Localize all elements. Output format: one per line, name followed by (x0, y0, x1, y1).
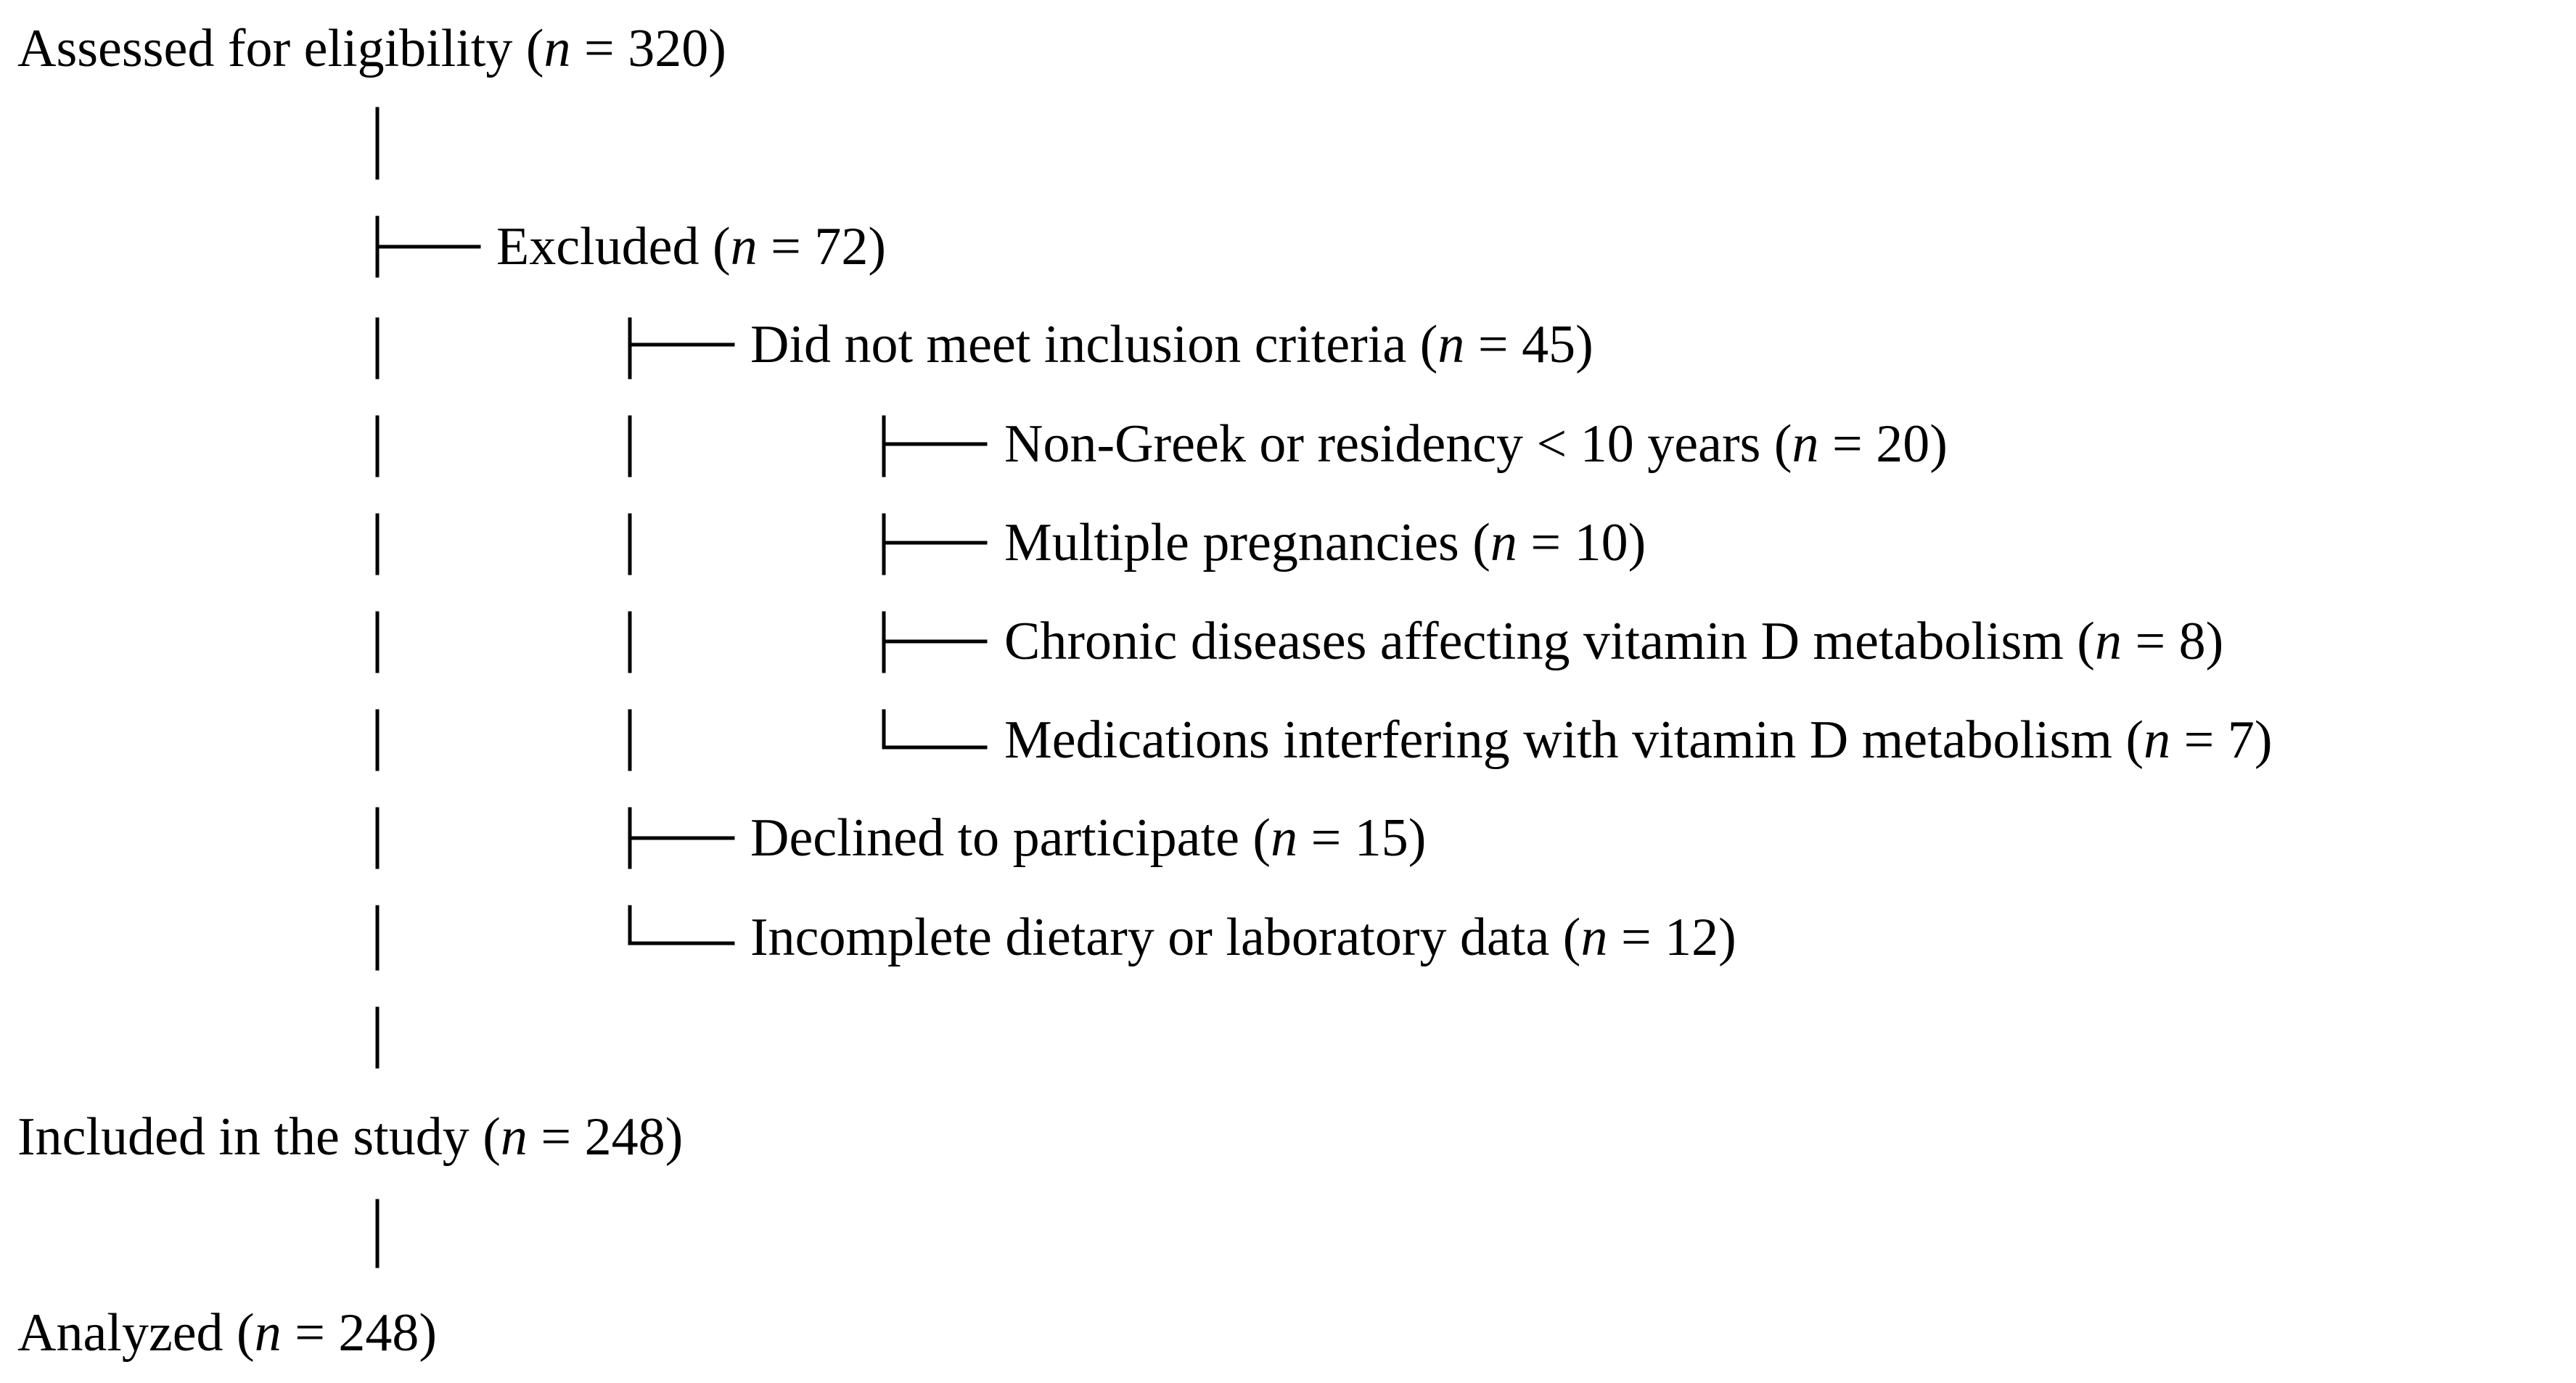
n-symbol: n (1580, 908, 1608, 967)
node-incomplete (750, 908, 1736, 967)
node-chronic-diseases (1004, 612, 2224, 671)
n-symbol: n (1437, 315, 1465, 374)
node-non-greek (1004, 414, 1948, 474)
n-symbol: n (2094, 612, 2122, 671)
n-symbol: n (500, 1107, 528, 1167)
node-included (17, 1107, 684, 1167)
n-symbol: n (730, 217, 758, 276)
node-multiple-pregnancies (1004, 513, 1646, 573)
node-label: Included in the study ( (17, 1107, 501, 1167)
node-value: = 45) (1464, 315, 1593, 374)
n-symbol: n (1792, 414, 1819, 474)
node-label: Medications interfering with vitamin D metabolism ( (1004, 710, 2144, 770)
node-value: = 320) (570, 19, 726, 78)
node-medications (1004, 710, 2273, 770)
n-symbol: n (254, 1303, 282, 1363)
node-label: Multiple pregnancies ( (1004, 513, 1490, 573)
node-value: = 248) (281, 1303, 438, 1363)
node-analyzed (17, 1303, 438, 1363)
node-label: Excluded ( (496, 217, 731, 276)
n-symbol: n (2144, 710, 2171, 770)
node-did-not-meet (750, 315, 1593, 374)
n-symbol: n (1271, 808, 1298, 868)
n-symbol: n (543, 19, 571, 78)
node-label: Declined to participate ( (750, 808, 1271, 868)
node-value: = 15) (1297, 808, 1427, 868)
node-value: = 7) (2170, 710, 2273, 770)
node-assessed (17, 19, 726, 78)
node-label: Non-Greek or residency < 10 years ( (1004, 414, 1792, 474)
node-label: Chronic diseases affecting vitamin D metabolism ( (1004, 612, 2095, 671)
node-excluded (496, 217, 886, 276)
node-value: = 72) (757, 217, 886, 276)
node-value: = 248) (527, 1107, 684, 1167)
node-label: Assessed for eligibility ( (17, 19, 544, 78)
node-value: = 20) (1818, 414, 1948, 474)
node-value: = 8) (2121, 612, 2224, 671)
node-label: Incomplete dietary or laboratory data ( (750, 908, 1581, 967)
node-label: Did not meet inclusion criteria ( (750, 315, 1438, 374)
node-declined (750, 808, 1427, 868)
node-value: = 10) (1517, 513, 1646, 573)
node-value: = 12) (1607, 908, 1736, 967)
n-symbol: n (1490, 513, 1517, 573)
node-label: Analyzed ( (17, 1303, 255, 1363)
